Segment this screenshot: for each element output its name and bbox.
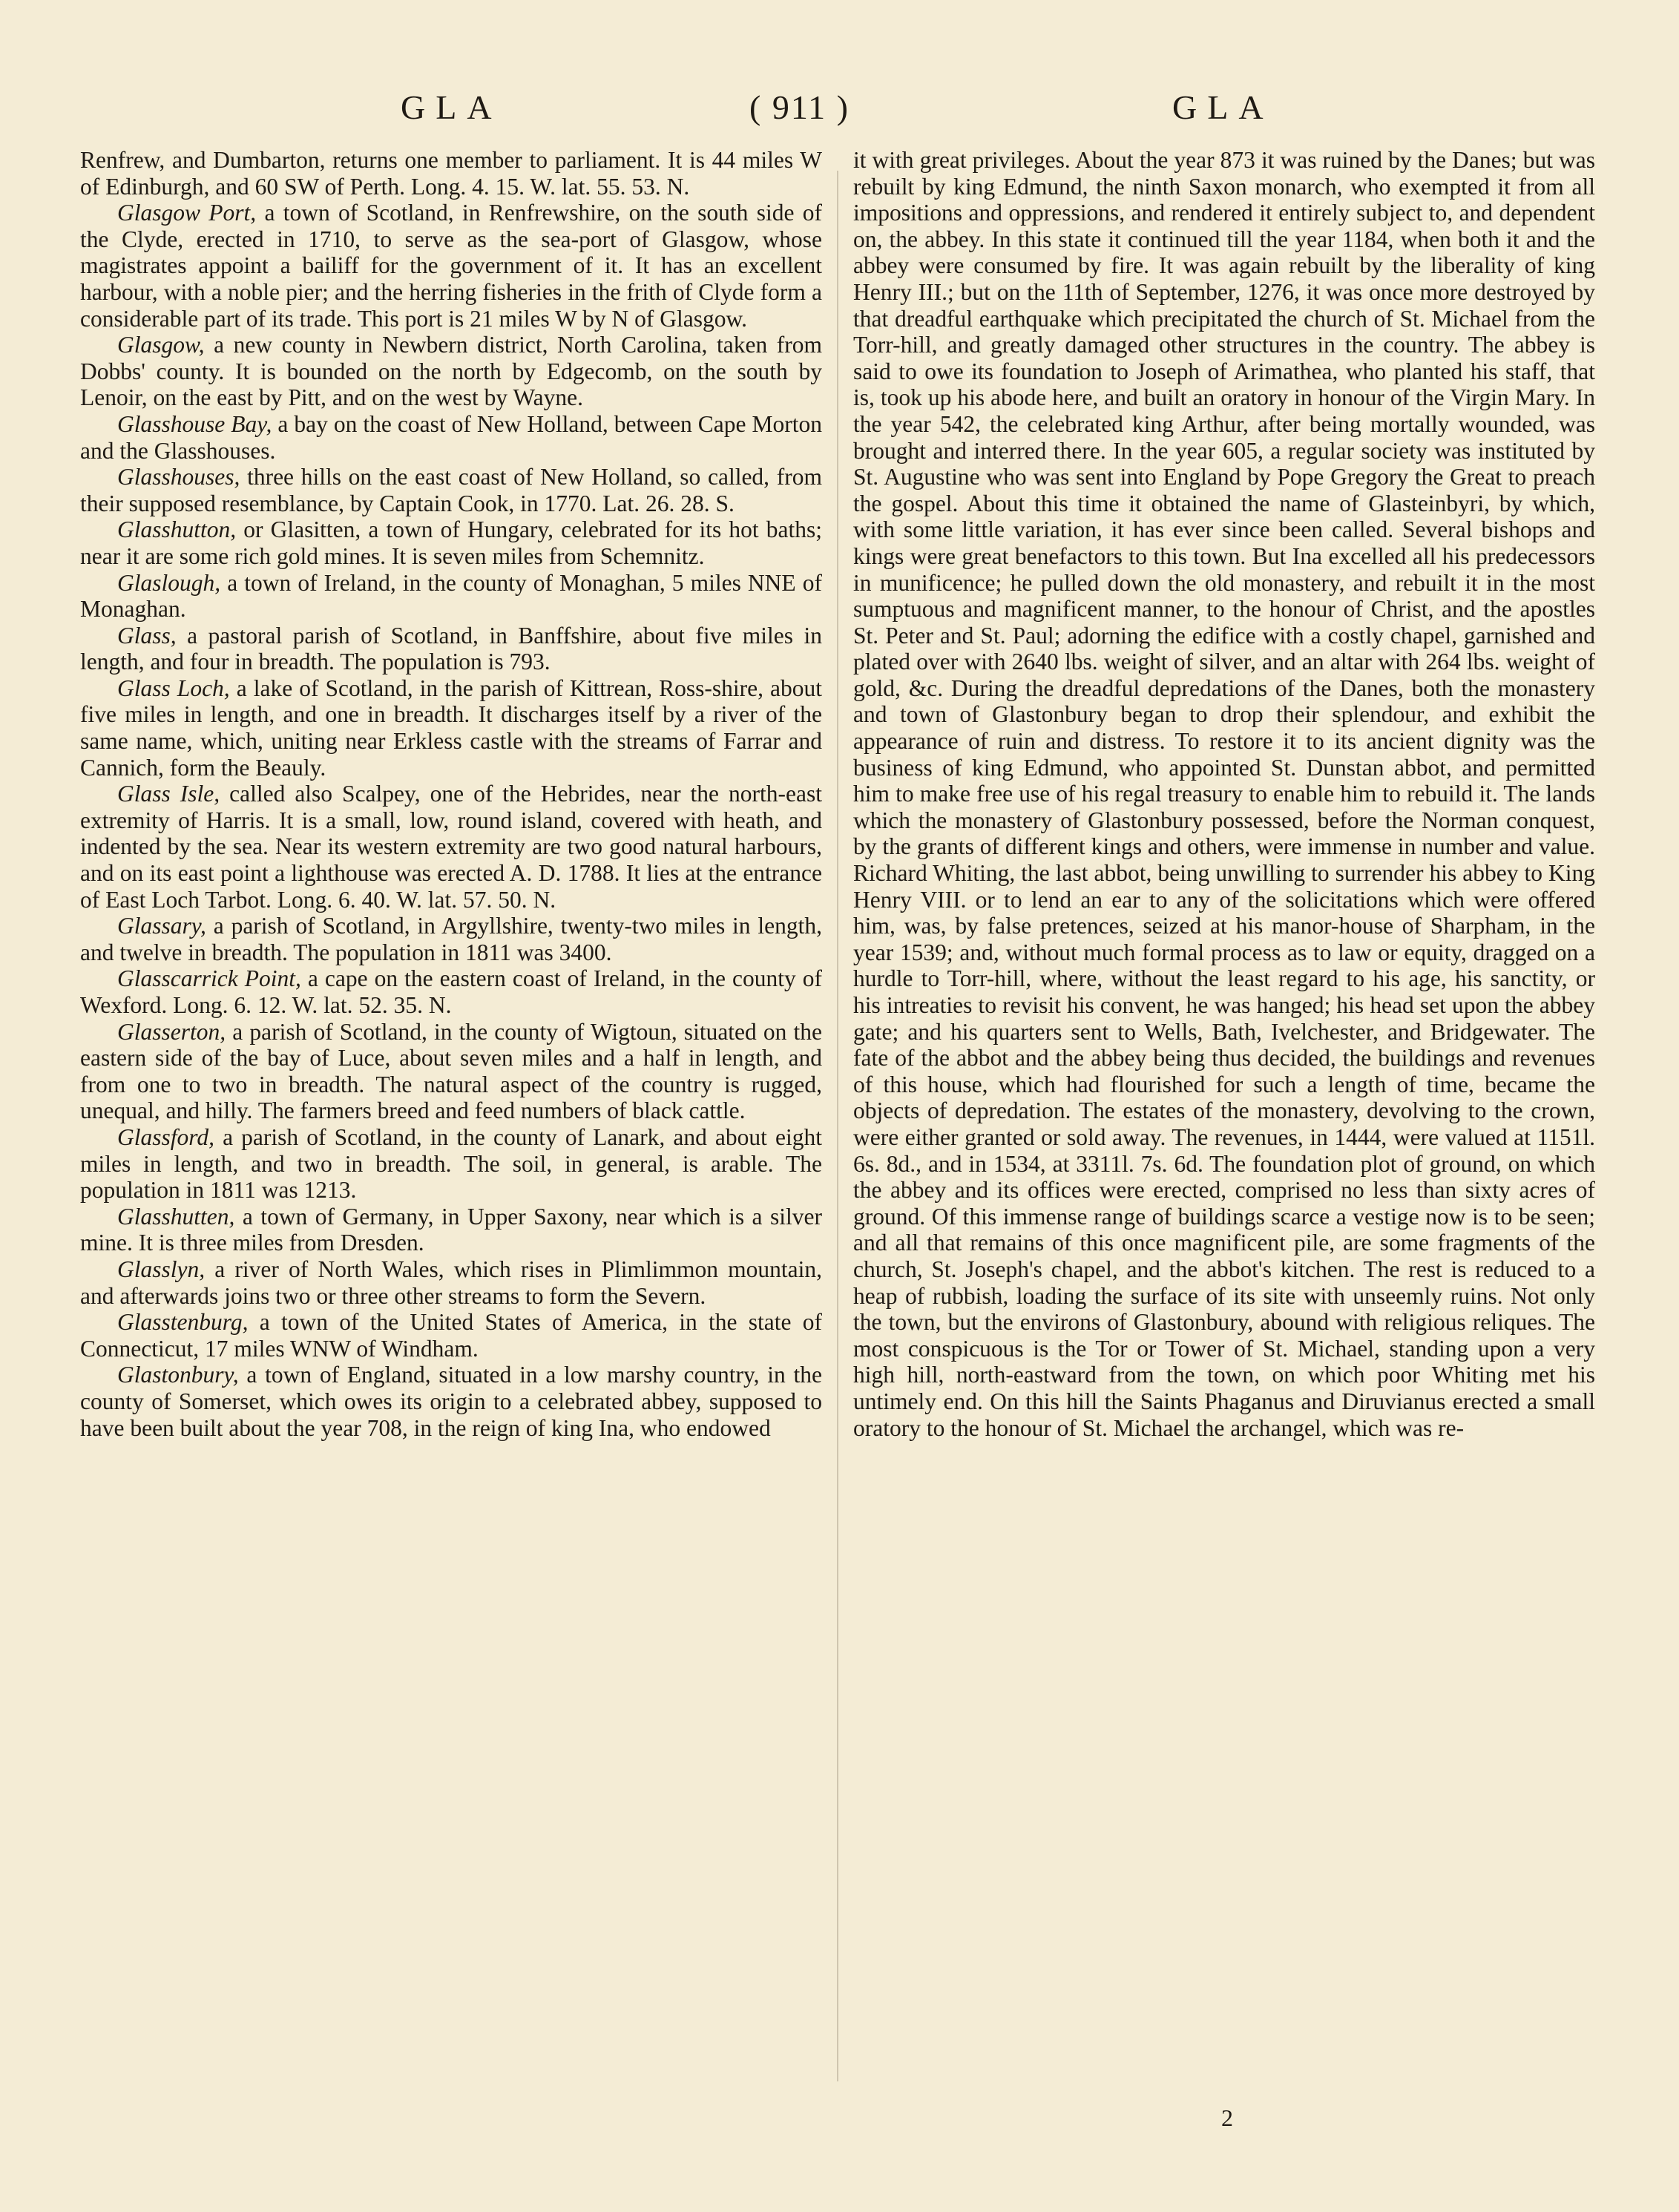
entry-headword: Glasslyn, [117, 1256, 206, 1282]
entry-text: a town of Ireland, in the county of Monaghan, 5 miles NNE of Monaghan. [80, 569, 822, 623]
entry-headword: Glasserton, [117, 1018, 226, 1045]
entry-headword: Glasshutten, [117, 1203, 235, 1230]
entry-text: three hills on the east coast of New Holland, so called, from their supposed resemblance, by Captain Cook, in 1770. Lat. 26. 28. S. [80, 464, 822, 516]
entry-headword: Glaslough, [117, 569, 221, 596]
entry-text: a new county in Newbern district, North Carolina, taken from Dobbs' county. It is bounded on the north by Edgecomb, on the south by Lenoir, on the east by Pitt, and on the west by Wayne. [80, 332, 822, 411]
dictionary-entry [80, 411, 822, 464]
dictionary-entry [80, 570, 822, 623]
dictionary-entry [80, 516, 822, 569]
dictionary-entry [80, 965, 822, 1018]
dictionary-entry [80, 1309, 822, 1362]
entry-headword: Glasgow, [117, 332, 205, 358]
header-right: GLA [1172, 88, 1274, 126]
dictionary-entry [80, 1019, 822, 1124]
entry-headword: Glass Loch, [117, 675, 230, 701]
dictionary-entry [80, 675, 822, 781]
dictionary-entry [80, 913, 822, 965]
left-column [80, 147, 822, 1441]
dictionary-entry [80, 1204, 822, 1256]
dictionary-entry [80, 200, 822, 332]
dictionary-entry [80, 1362, 822, 1441]
entry-headword: Glasshutton, [117, 516, 237, 543]
column-divider [837, 171, 838, 2081]
entry-headword: Glass, [117, 622, 177, 649]
running-header [0, 88, 1679, 132]
entry-headword: Glasscarrick Point, [117, 965, 301, 992]
entry-text: a town of Germany, in Upper Saxony, near which is a silver mine. It is three miles from Dresden. [80, 1203, 822, 1256]
dictionary-entry [80, 464, 822, 516]
entry-text: a town of England, situated in a low marshy country, in the county of Somerset, which owes its origin to a celebrated abbey, supposed to have been built about the year 708, in the reign of king Ina, who endowed [80, 1362, 822, 1441]
entry-headword: Glasstenburg, [117, 1309, 249, 1336]
entry-text: Renfrew, and Dumbarton, returns one member to parliament. It is 44 miles W of Edinburgh, and 60 SW of Perth. Long. 4. 15. W. lat. 55. 53. N. [80, 147, 822, 200]
entry-headword: Glasshouses, [117, 464, 240, 490]
right-column [853, 147, 1595, 1441]
entry-text: a lake of Scotland, in the parish of Kittrean, Ross-shire, about five miles in length, and one in breadth. It discharges itself by a river of the same name, which, uniting near Erkless castle with the streams of Farrar and Cannich, form the Beauly. [80, 675, 822, 781]
entry-text: a river of North Wales, which rises in Plimlimmon mountain, and afterwards joins two or three other streams to form the Severn. [80, 1256, 822, 1309]
entry-text: a parish of Scotland, in the county of Wigtoun, situated on the eastern side of the bay of Luce, about seven miles and a half in length, and from one to two in breadth. The natural aspect of the country is rugged, unequal, and hilly. The farmers breed and feed numbers of black cattle. [80, 1018, 822, 1124]
entry-headword: Glass Isle, [117, 781, 220, 807]
page-number: ( 911 ) [749, 88, 850, 126]
entry-text: or Glasitten, a town of Hungary, celebrated for its hot baths; near it are some rich gold mines. It is seven miles from Schemnitz. [80, 516, 822, 569]
entry-text: a parish of Scotland, in the county of Lanark, and about eight miles in length, and two in breadth. The soil, in general, is arable. The population in 1811 was 1213. [80, 1123, 822, 1204]
entry-headword: Glasshouse Bay, [117, 410, 272, 437]
entry-headword: Glasgow Port, [117, 200, 257, 226]
entry-text: called also Scalpey, one of the Hebrides, near the north-east extremity of Harris. It is a small, low, round island, covered with heath, and indented by the sea. Near its western extremity are two good natural harbours, and on its east point a lighthouse was erected A. D. 1788. It lies at the entrance of East Loch Tarbot. Long. 6. 40. W. lat. 57. 50. N. [80, 781, 822, 913]
header-left: GLA [401, 88, 502, 126]
entry-text: a town of the United States of America, in the state of Connecticut, 17 miles WNW of Windham. [80, 1309, 822, 1362]
entry-headword: Glastonbury, [117, 1362, 239, 1388]
entry-text: a pastoral parish of Scotland, in Banffshire, about five miles in length, and four in breadth. The population is 793. [80, 622, 822, 675]
dictionary-entry [80, 1124, 822, 1204]
entry-headword: Glassary, [117, 913, 206, 939]
entry-text: a cape on the eastern coast of Ireland, in the county of Wexford. Long. 6. 12. W. lat. 52. 35. N. [80, 965, 822, 1018]
entry-text: a town of Scotland, in Renfrewshire, on the south side of the Clyde, erected in 1710, to serve as the sea-port of Glasgow, whose magistrates appoint a bailiff for the government of it. It has an excellent harbour, with a noble pier; and the herring fisheries in the frith of Clyde form a considerable part of its trade. This port is 21 miles W by N of Glasgow. [80, 200, 822, 332]
entry-text: a parish of Scotland, in Argyllshire, twenty-two miles in length, and twelve in breadth. The population in 1811 was 3400. [80, 913, 822, 965]
entry-continuation: it with great privileges. About the year 873 it was ruined by the Danes; but was rebuilt by king Edmund, the ninth Saxon monarch, who exempted it from all impositions and oppressions, and rendered it entirely subject to, and dependent on, the abbey. In this state it continued till the year 1184, when both it and the abbey were consumed by fire. It was again rebuilt by the liberality of king Henry III.; but on the 11th of September, 1276, it was once more destroyed by that dreadful earthquake which precipitated the church of St. Michael from the Torr-hill, and greatly damaged other structures in the country. The abbey is said to owe its foundation to Joseph of Arimathea, who planted his staff, that is, took up his abode here, and built an oratory in honour of the Virgin Mary. In the year 542, the celebrated king Arthur, after being mortally wounded, was brought and interred there. In the year 605, a regular society was instituted by St. Augustine who was sent into England by Pope Gregory the Great to preach the gospel. About this time it obtained the name of Glasteinbyri, by which, with some little variation, it has ever since been called. Several bishops and kings were great benefactors to this town. But Ina excelled all his predecessors in munificence; he pulled down the old monastery, and rebuilt it in the most sumptuous and magnificent manner, to the honour of Christ, and the apostles St. Peter and St. Paul; adorning the edifice with a costly chapel, garnished and plated over with 2640 lbs. weight of silver, and an altar with 264 lbs. weight of gold, &c. During the dreadful depredations of the Danes, both the monastery and town of Glastonbury began to drop their splendour, and exhibit the appearance of ruin and distress. To restore it to its ancient dignity was the business of king Edmund, who appointed St. Dunstan abbot, and permitted him to make free use of his regal treasury to enable him to rebuild it. The lands which the monastery of Glastonbury possessed, before the Norman conquest, by the grants of different kings and others, were immense in number and value. Richard Whiting, the last abbot, being unwilling to surrender his abbey to King Henry VIII. or to lend an ear to any of the solicitations which were offered him, was, by false pretences, seized at his manor-house of Sharpham, in the year 1539; and, without much formal process as to law or equity, dragged on a hurdle to Torr-hill, where, without the least regard to his age, his sanctity, or his intreaties to revisit his convent, he was hanged; his head set upon the abbey gate; and his quarters sent to Wells, Bath, Ivelchester, and Bridgewater. The fate of the abbot and the abbey being thus decided, the buildings and revenues of this house, which had flourished for such a length of time, became the objects of depredation. The estates of the monastery, devolving to the crown, were either granted or sold away. The revenues, in 1444, were valued at 1151l. 6s. 8d., and in 1534, at 3311l. 7s. 6d. The foundation plot of ground, on which the abbey and its offices were erected, comprised no less than sixty acres of ground. Of this immense range of buildings scarce a vestige now is to be seen; and all that remains of this once magnificent pile, are some fragments of the church, St. Joseph's chapel, and the abbot's kitchen. The rest is reduced to a heap of rubbish, loading the surface of its site with unseemly ruins. Not only the town, but the environs of Glastonbury, abound with religious reliques. The most conspicuous is the Tor or Tower of St. Michael, standing upon a very high hill, north-eastward from the town, on which poor Whiting met his untimely end. On this hill the Saints Phaganus and Diruvianus erected a small oratory to the honour of St. Michael the archangel, which was re- [853, 147, 1595, 1441]
dictionary-entry [80, 1256, 822, 1309]
dictionary-entry [80, 623, 822, 675]
entry-headword: Glassford, [117, 1123, 214, 1150]
entry-text: a bay on the coast of New Holland, between Cape Morton and the Glasshouses. [80, 410, 822, 464]
dictionary-entry [80, 332, 822, 411]
signature-mark: 2 [1221, 2104, 1233, 2131]
dictionary-entry [80, 781, 822, 913]
dictionary-entry [80, 147, 822, 200]
